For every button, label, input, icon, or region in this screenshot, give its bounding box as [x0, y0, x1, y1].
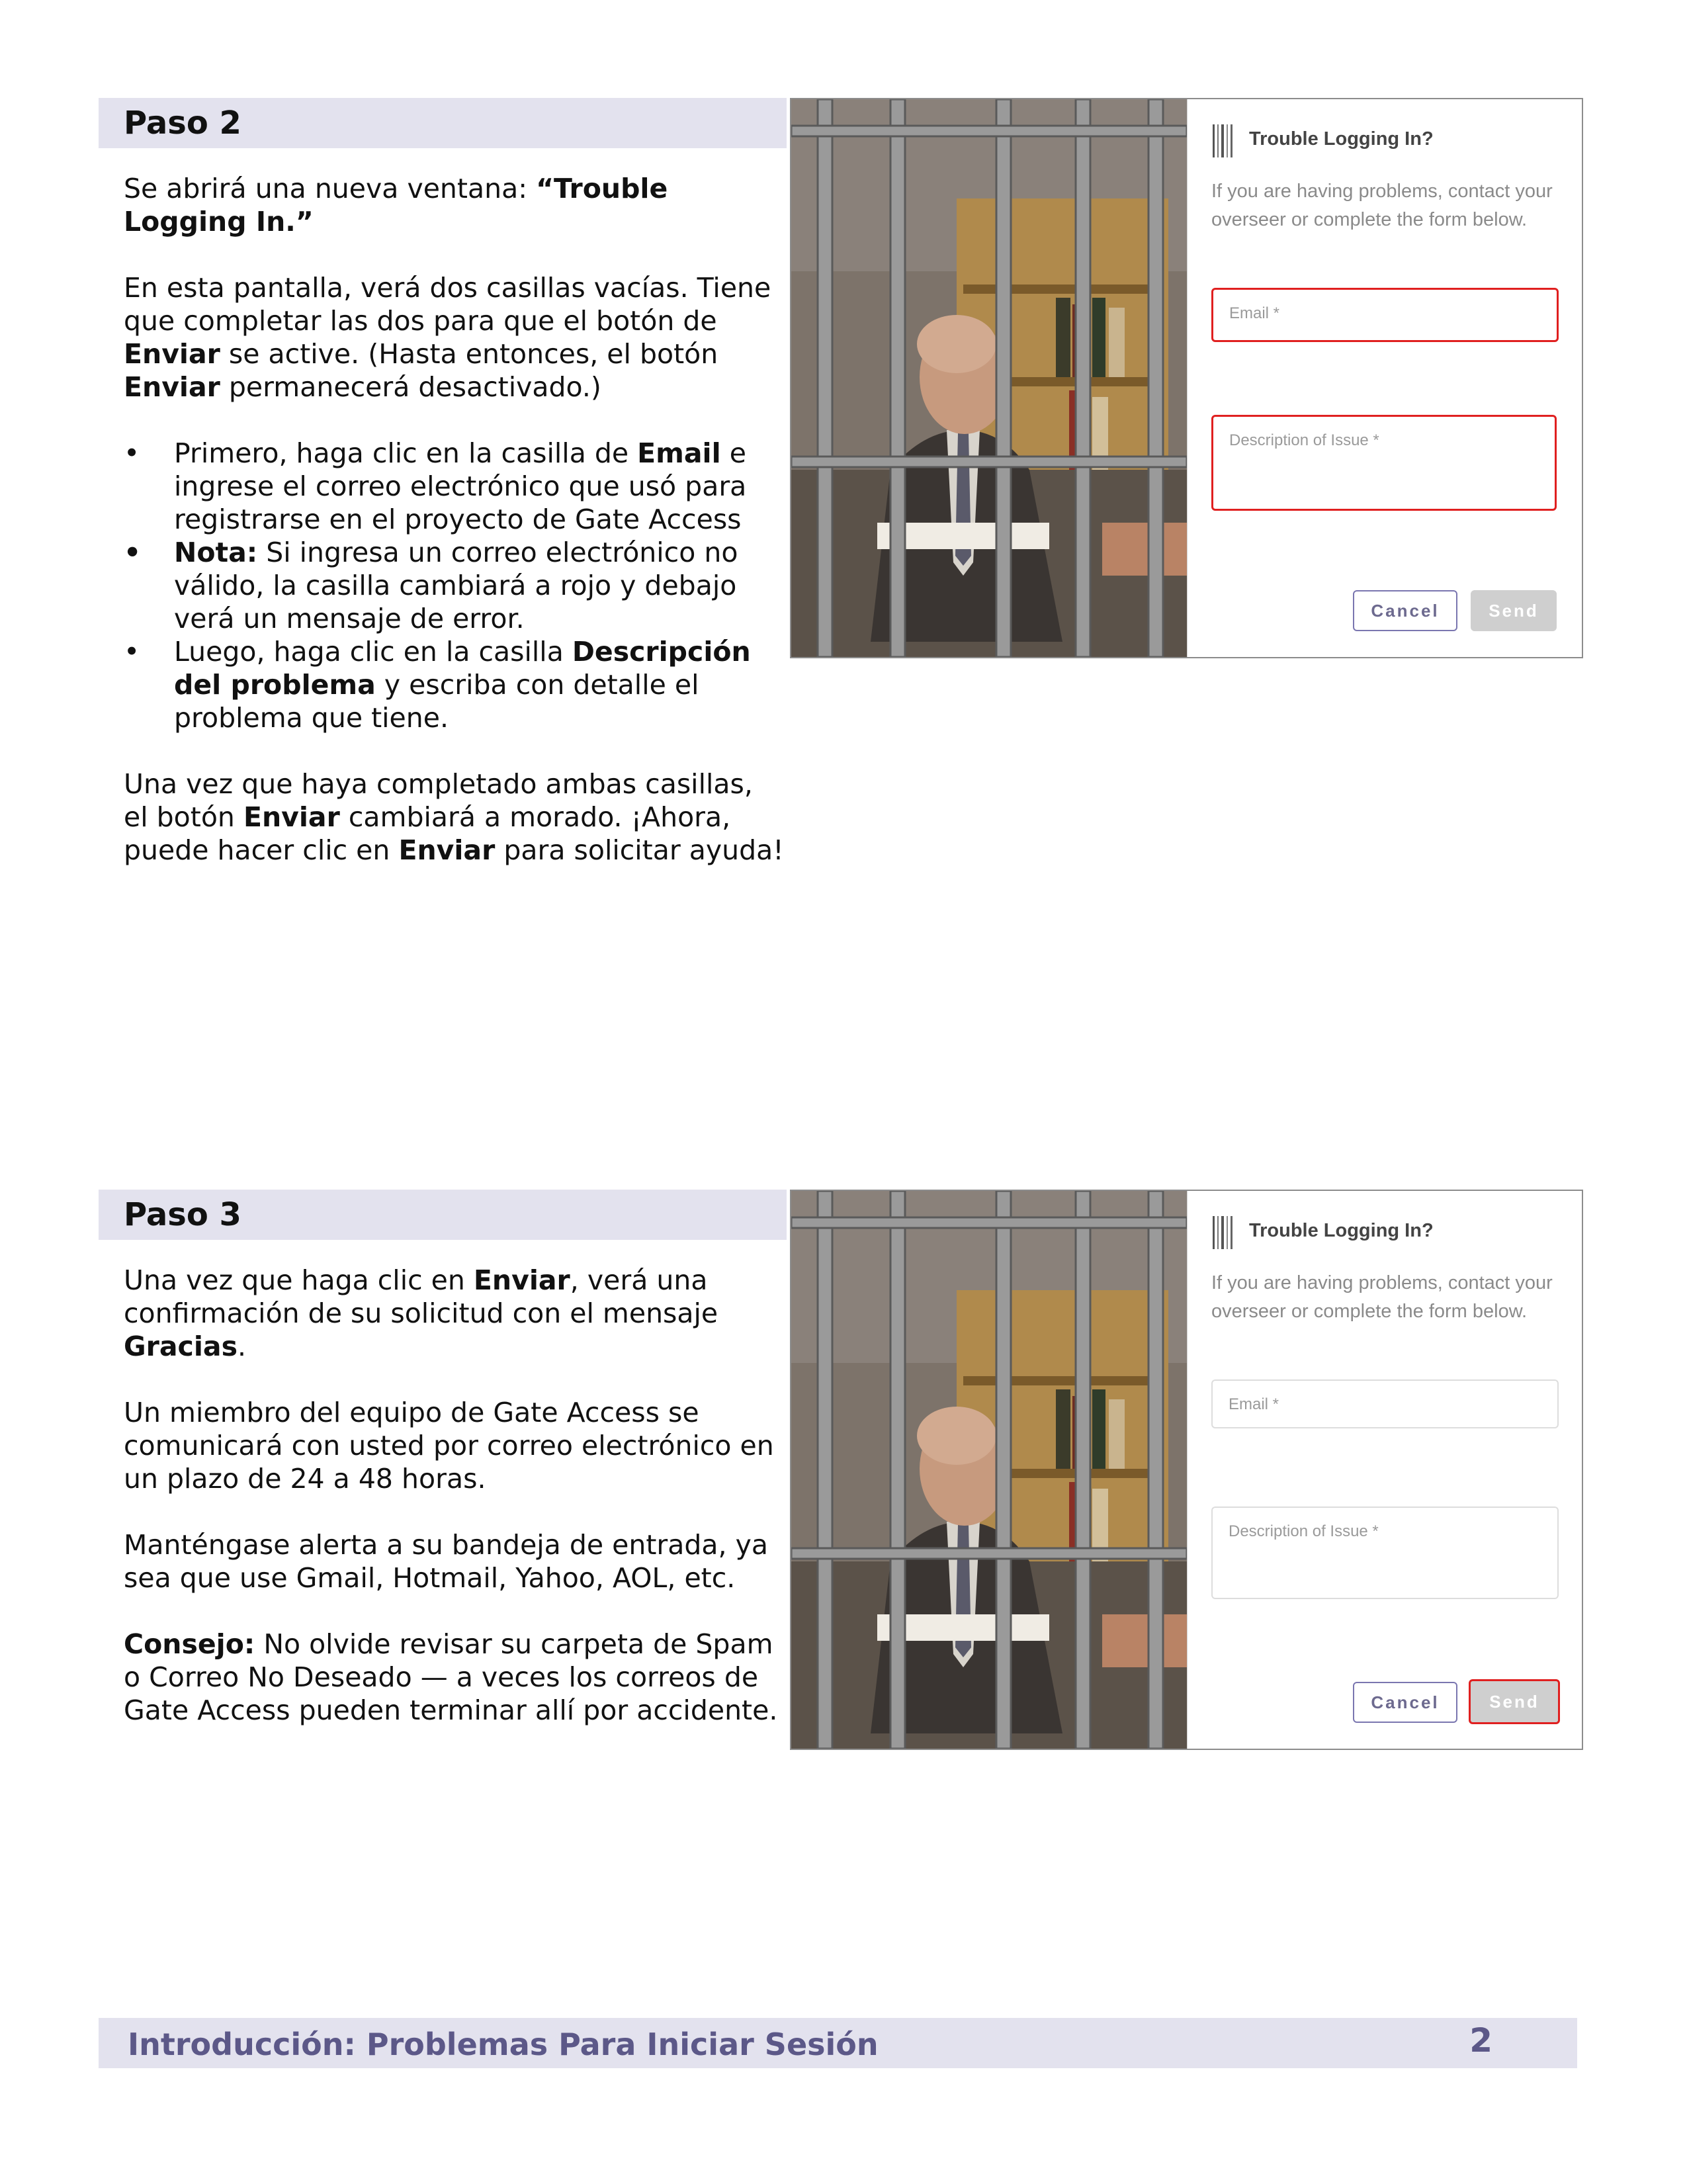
prison-photo-illustration	[791, 1191, 1187, 1749]
page-number: 2	[1469, 2021, 1492, 2060]
cancel-button[interactable]: Cancel	[1353, 1682, 1457, 1723]
barcode-logo-icon	[1211, 1215, 1238, 1250]
send-button[interactable]: Send	[1471, 590, 1557, 631]
send-button[interactable]: Send	[1469, 1679, 1560, 1724]
dialog-description: If you are having problems, contact your overseer or complete the form below.	[1211, 1272, 1553, 1322]
list-item: • Luego, haga clic en la casilla Descripción del problema y escriba con detalle el problema que tiene.	[124, 636, 751, 734]
trouble-login-dialog	[1187, 1191, 1582, 1749]
step-3-screenshot	[790, 1190, 1583, 1750]
trouble-login-dialog	[1187, 99, 1582, 657]
step-2-bullet-list	[124, 437, 785, 734]
list-item: • Nota: Si ingresa un correo electrónico no válido, la casilla cambiará a rojo y debajo verá un mensaje de error.	[124, 537, 738, 634]
email-field[interactable]: Email *	[1211, 288, 1559, 342]
step-2-screenshot	[790, 98, 1583, 658]
step-2-paragraph-2: En esta pantalla, verá dos casillas vacías. Tiene que completar las dos para que el botón de Enviar se active. (Hasta entonces, el botón Enviar permanecerá desactivado.)	[124, 272, 771, 403]
bullet-marker: •	[124, 537, 142, 568]
background-photo	[791, 1191, 1187, 1749]
bullet-marker: •	[124, 437, 140, 469]
footer-title: Introducción: Problemas Para Iniciar Sesión	[128, 2027, 879, 2062]
step-3-section	[99, 1190, 1577, 1984]
step-2-paragraph-1: Se abrirá una nueva ventana: “Trouble Logging In.”	[124, 173, 668, 238]
step-3-paragraph-1: Una vez que haga clic en Enviar, verá una confirmación de su solicitud con el mensaje Gracias.	[124, 1264, 718, 1362]
dialog-title: Trouble Logging In?	[1249, 128, 1434, 150]
step-3-text	[124, 1264, 785, 1760]
step-2-title: Paso 2	[124, 105, 241, 142]
cancel-button[interactable]: Cancel	[1353, 590, 1457, 631]
dialog-title: Trouble Logging In?	[1249, 1220, 1434, 1241]
description-field[interactable]: Description of Issue *	[1211, 1507, 1559, 1599]
step-2-paragraph-3: Una vez que haya completado ambas casillas, el botón Enviar cambiará a morado. ¡Ahora, puede hacer clic en Enviar para solicitar ayuda!	[124, 768, 784, 866]
step-3-paragraph-2: Un miembro del equipo de Gate Access se comunicará con usted por correo electrónico en un plazo de 24 a 48 horas.	[124, 1397, 774, 1495]
email-field[interactable]: Email *	[1211, 1379, 1559, 1428]
step-3-paragraph-4: Consejo: No olvide revisar su carpeta de Spam o Correo No Deseado — a veces los correos de Gate Access pueden terminar allí por accidente.	[124, 1628, 778, 1726]
list-item: • Primero, haga clic en la casilla de Email e ingrese el correo electrónico que usó para registrarse en el proyecto de Gate Access	[124, 437, 747, 535]
step-3-paragraph-3: Manténgase alerta a su bandeja de entrada, ya sea que use Gmail, Hotmail, Yahoo, AOL, etc.	[124, 1529, 768, 1594]
background-photo	[791, 99, 1187, 657]
description-field[interactable]: Description of Issue *	[1211, 415, 1557, 511]
barcode-logo-icon	[1211, 123, 1238, 159]
step-3-title: Paso 3	[124, 1196, 241, 1233]
step-2-text	[124, 172, 785, 900]
prison-photo-illustration	[791, 99, 1187, 657]
bullet-marker: •	[124, 636, 140, 668]
step-2-section	[99, 98, 1577, 1024]
page-footer	[99, 2018, 1577, 2068]
dialog-description: If you are having problems, contact your overseer or complete the form below.	[1211, 181, 1553, 230]
